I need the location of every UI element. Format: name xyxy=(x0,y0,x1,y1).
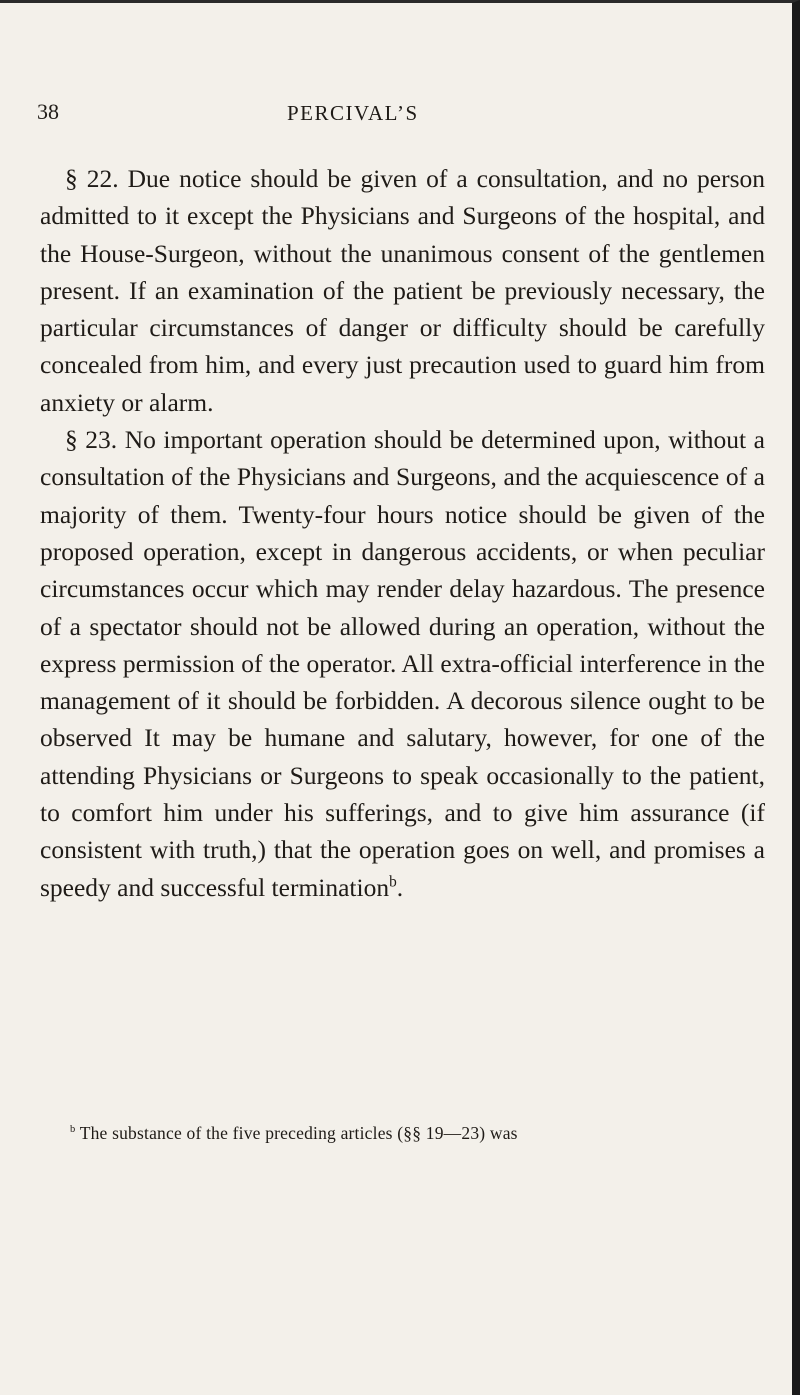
page-number: 38 xyxy=(37,99,59,124)
running-title: PERCIVAL’S xyxy=(287,101,419,125)
paragraph-section-22 xyxy=(40,160,765,421)
footnote-text: The substance of the five preceding articles (§§ 19—23) was xyxy=(79,1123,518,1143)
paragraph-text: § 23. No important operation should be determined upon, without a consultation of the Physicians and Surgeons, and the acquiescence of a majority of them. Twenty-four hours notice should be given of the proposed operation, except in dangerous accidents, or when peculiar circumstances occur which may render delay hazardous. The presence of a spectator should not be allowed during an operation, without the express permission of the operator. All extra-official interference in the management of it should be forbidden. A decorous silence ought to be observed It may be humane and salutary, however, for one of the attending Physicians or Surgeons to speak occasionally to the patient, to comfort him under his sufferings, and to give him assurance (if consistent with truth,) that the operation goes on well, and promises a speedy and successful termination xyxy=(40,425,765,902)
footnote xyxy=(40,1121,765,1145)
body-text xyxy=(40,160,765,906)
footnote-mark: b xyxy=(70,1124,76,1136)
paragraph-section-23: § 23. No important operation should be determined upon, without a consultation of the Physicians and Surgeons, and the acquiescence of a majority of them. Twenty-four hours notice should be given of the proposed operation, except in dangerous accidents, or when peculiar circumstances occur which may render delay hazardous. The presence of a spectator should not be allowed during an operation, without the express permission of the operator. All extra-official interference in the management of it should be forbidden. A decorous silence ought to be observed It may be humane and salutary, however, for one of the attending Physicians or Surgeons to speak occasionally to the patient, to comfort him under his sufferings, and to give him assurance (if consistent with truth,) that the operation goes on well, and promises a speedy and successful termination$^b$. xyxy=(40,425,765,902)
footnote-reference: b xyxy=(389,873,397,891)
paragraph-text: § 22. Due notice should be given of a consultation, and no person admitted to it except the Physicians and Surgeons of the hospital, and the House-Surgeon, without the unanimous consent of the gentlemen present. If an examination of the patient be previously necessary, the particular circumstances of danger or difficulty should be carefully concealed from him, and every just precaution used to guard him from anxiety or alarm. xyxy=(40,164,765,417)
page-header xyxy=(37,99,732,139)
